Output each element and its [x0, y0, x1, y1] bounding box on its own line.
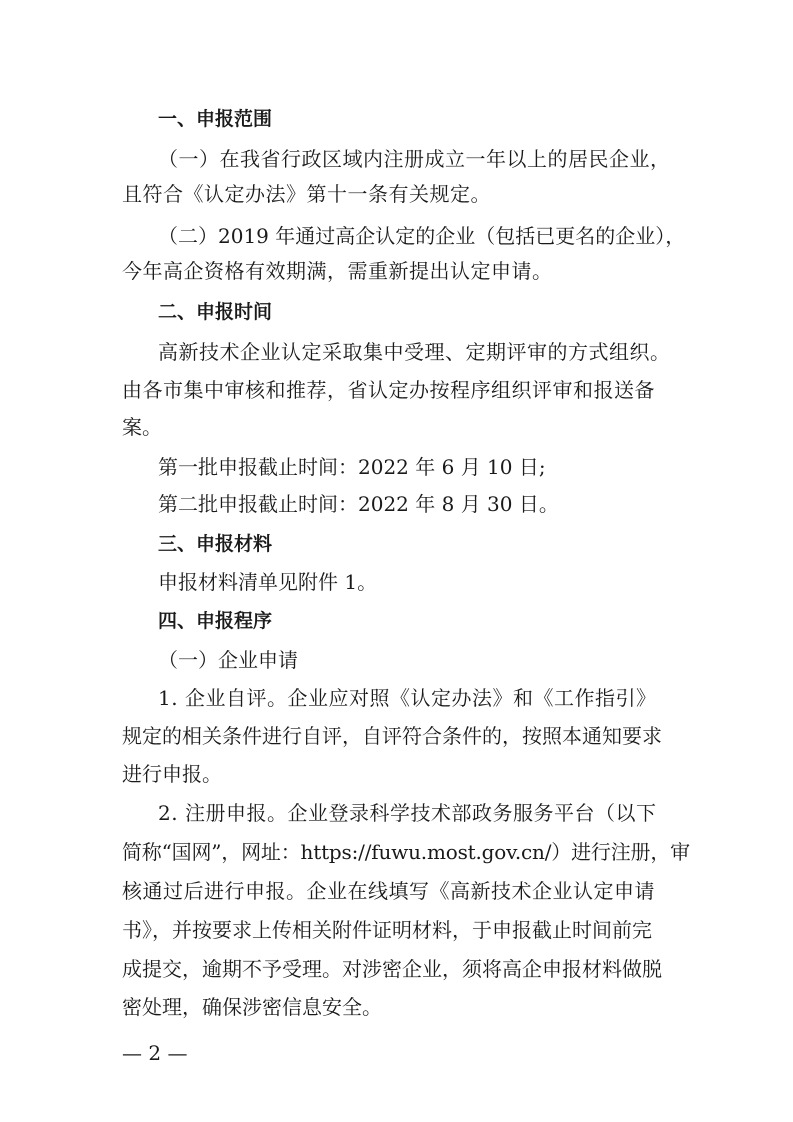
item1-line2: 规定的相关条件进行自评，自评符合条件的，按照本通知要求: [122, 724, 662, 748]
scope-para2-line2: 今年高企资格有效期满，需重新提出认定申请。: [122, 259, 553, 283]
batch1-deadline: 第一批申报截止时间：2022 年 6 月 10 日;: [158, 455, 546, 479]
page-number: — 2 —: [122, 1041, 188, 1065]
scope-para1-line2: 且符合《认定办法》第十一条有关规定。: [122, 182, 491, 206]
item1-line1: 1. 企业自评。企业应对照《认定办法》和《工作指引》: [158, 686, 657, 710]
section-heading-time: 二、申报时间: [158, 301, 273, 323]
batch2-deadline: 第二批申报截止时间：2022 年 8 月 30 日。: [158, 492, 559, 516]
materials-para: 申报材料清单见附件 1。: [158, 570, 378, 594]
section-heading-scope: 一、申报范围: [158, 108, 273, 130]
procedure-subheading: （一）企业申请: [158, 648, 298, 672]
section-heading-materials: 三、申报材料: [158, 533, 273, 555]
section-heading-procedure: 四、申报程序: [158, 610, 273, 632]
item2-line1: 2. 注册申报。企业登录科学技术部政务服务平台（以下: [158, 801, 657, 825]
item2-line2: 简称“国网”，网址：https://fuwu.most.gov.cn/）进行注册，审: [122, 840, 690, 864]
item2-line3: 核通过后进行申报。企业在线填写《高新技术企业认定申请: [122, 879, 655, 903]
item1-line3: 进行申报。: [122, 762, 222, 786]
item2-line5: 成提交，逾期不予受理。对涉密企业，须将高企申报材料做脱: [122, 957, 662, 981]
scope-para1-line1: （一）在我省行政区域内注册成立一年以上的居民企业，: [158, 147, 671, 171]
time-para-line3: 案。: [122, 415, 162, 439]
item2-line6: 密处理，确保涉密信息安全。: [122, 995, 382, 1019]
time-para-line2: 由各市集中审核和推荐，省认定办按程序组织评审和报送备: [122, 378, 655, 402]
scope-para2-line1: （二）2019 年通过高企认定的企业（包括已更名的企业），: [158, 224, 686, 248]
time-para-line1: 高新技术企业认定采取集中受理、定期评审的方式组织。: [158, 340, 671, 364]
item2-line4: 书》，并按要求上传相关附件证明材料，于申报截止时间前完: [122, 918, 652, 942]
